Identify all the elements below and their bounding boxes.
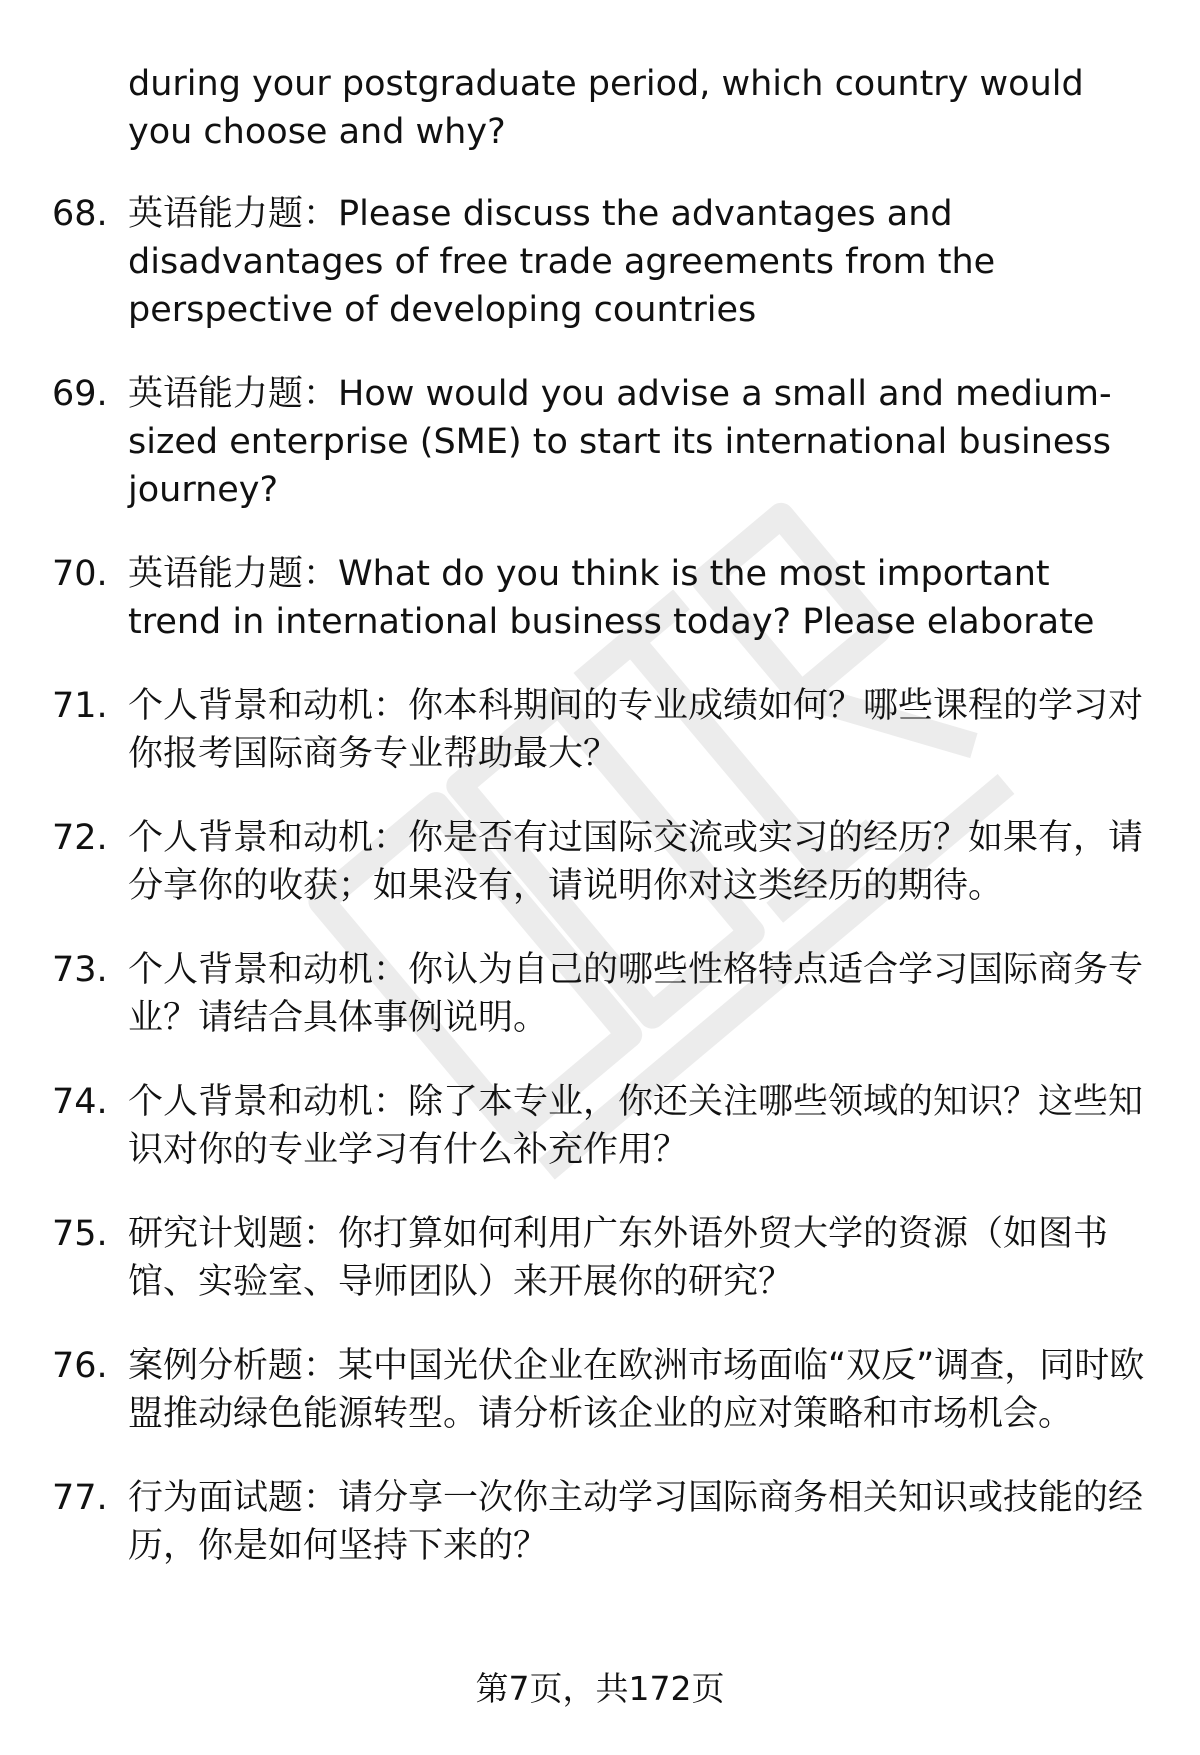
question-item-74 <box>0 1078 1200 1174</box>
question-item-76 <box>0 1342 1200 1438</box>
question-text: 英语能力题：How would you advise a small and medium-sized enterprise (SME) to start its international business journey? <box>128 374 1112 510</box>
question-text: 行为面试题：请分享一次你主动学习国际商务相关知识或技能的经历，你是如何坚持下来的？ <box>128 1478 1144 1566</box>
question-text: 研究计划题：你打算如何利用广东外语外贸大学的资源（如图书馆、实验室、导师团队）来开展你的研究？ <box>128 1214 1109 1302</box>
question-number: 72. <box>52 818 108 858</box>
question-text: 个人背景和动机：你认为自己的哪些性格特点适合学习国际商务专业？请结合具体事例说明。 <box>128 950 1144 1038</box>
question-number: 68. <box>52 194 108 234</box>
question-number: 69. <box>52 374 108 414</box>
question-number: 73. <box>52 950 108 990</box>
question-text: 个人背景和动机：除了本专业，你还关注哪些领域的知识？这些知识对你的专业学习有什么补充作用？ <box>128 1082 1144 1170</box>
question-item-77 <box>0 1474 1200 1570</box>
question-text: 英语能力题：What do you think is the most important trend in international business today? Please elaborate <box>128 554 1095 642</box>
question-list <box>0 190 1200 1606</box>
question-item-68 <box>0 190 1200 334</box>
question-number: 77. <box>52 1478 108 1518</box>
question-number: 75. <box>52 1214 108 1254</box>
question-text: 英语能力题：Please discuss the advantages and disadvantages of free trade agreements from the perspective of developing countries <box>128 194 996 330</box>
continuation-text: during your postgraduate period, which country would you choose and why? <box>128 64 1084 152</box>
question-item-73 <box>0 946 1200 1042</box>
question-number: 76. <box>52 1346 108 1386</box>
question-text: 个人背景和动机：你是否有过国际交流或实习的经历？如果有，请分享你的收获；如果没有，请说明你对这类经历的期待。 <box>128 818 1144 906</box>
question-text: 案例分析题：某中国光伏企业在欧洲市场面临“双反”调查，同时欧盟推动绿色能源转型。请分析该企业的应对策略和市场机会。 <box>128 1346 1145 1434</box>
question-number: 74. <box>52 1082 108 1122</box>
question-item-71 <box>0 682 1200 778</box>
question-number: 70. <box>52 554 108 594</box>
question-item-70 <box>0 550 1200 646</box>
question-text: 个人背景和动机：你本科期间的专业成绩如何？哪些课程的学习对你报考国际商务专业帮助最大？ <box>128 686 1144 774</box>
question-item-72 <box>0 814 1200 910</box>
question-number: 71. <box>52 686 108 726</box>
question-item-75 <box>0 1210 1200 1306</box>
question-item-69 <box>0 370 1200 514</box>
page-footer: 第7页，共172页 <box>475 1669 725 1708</box>
